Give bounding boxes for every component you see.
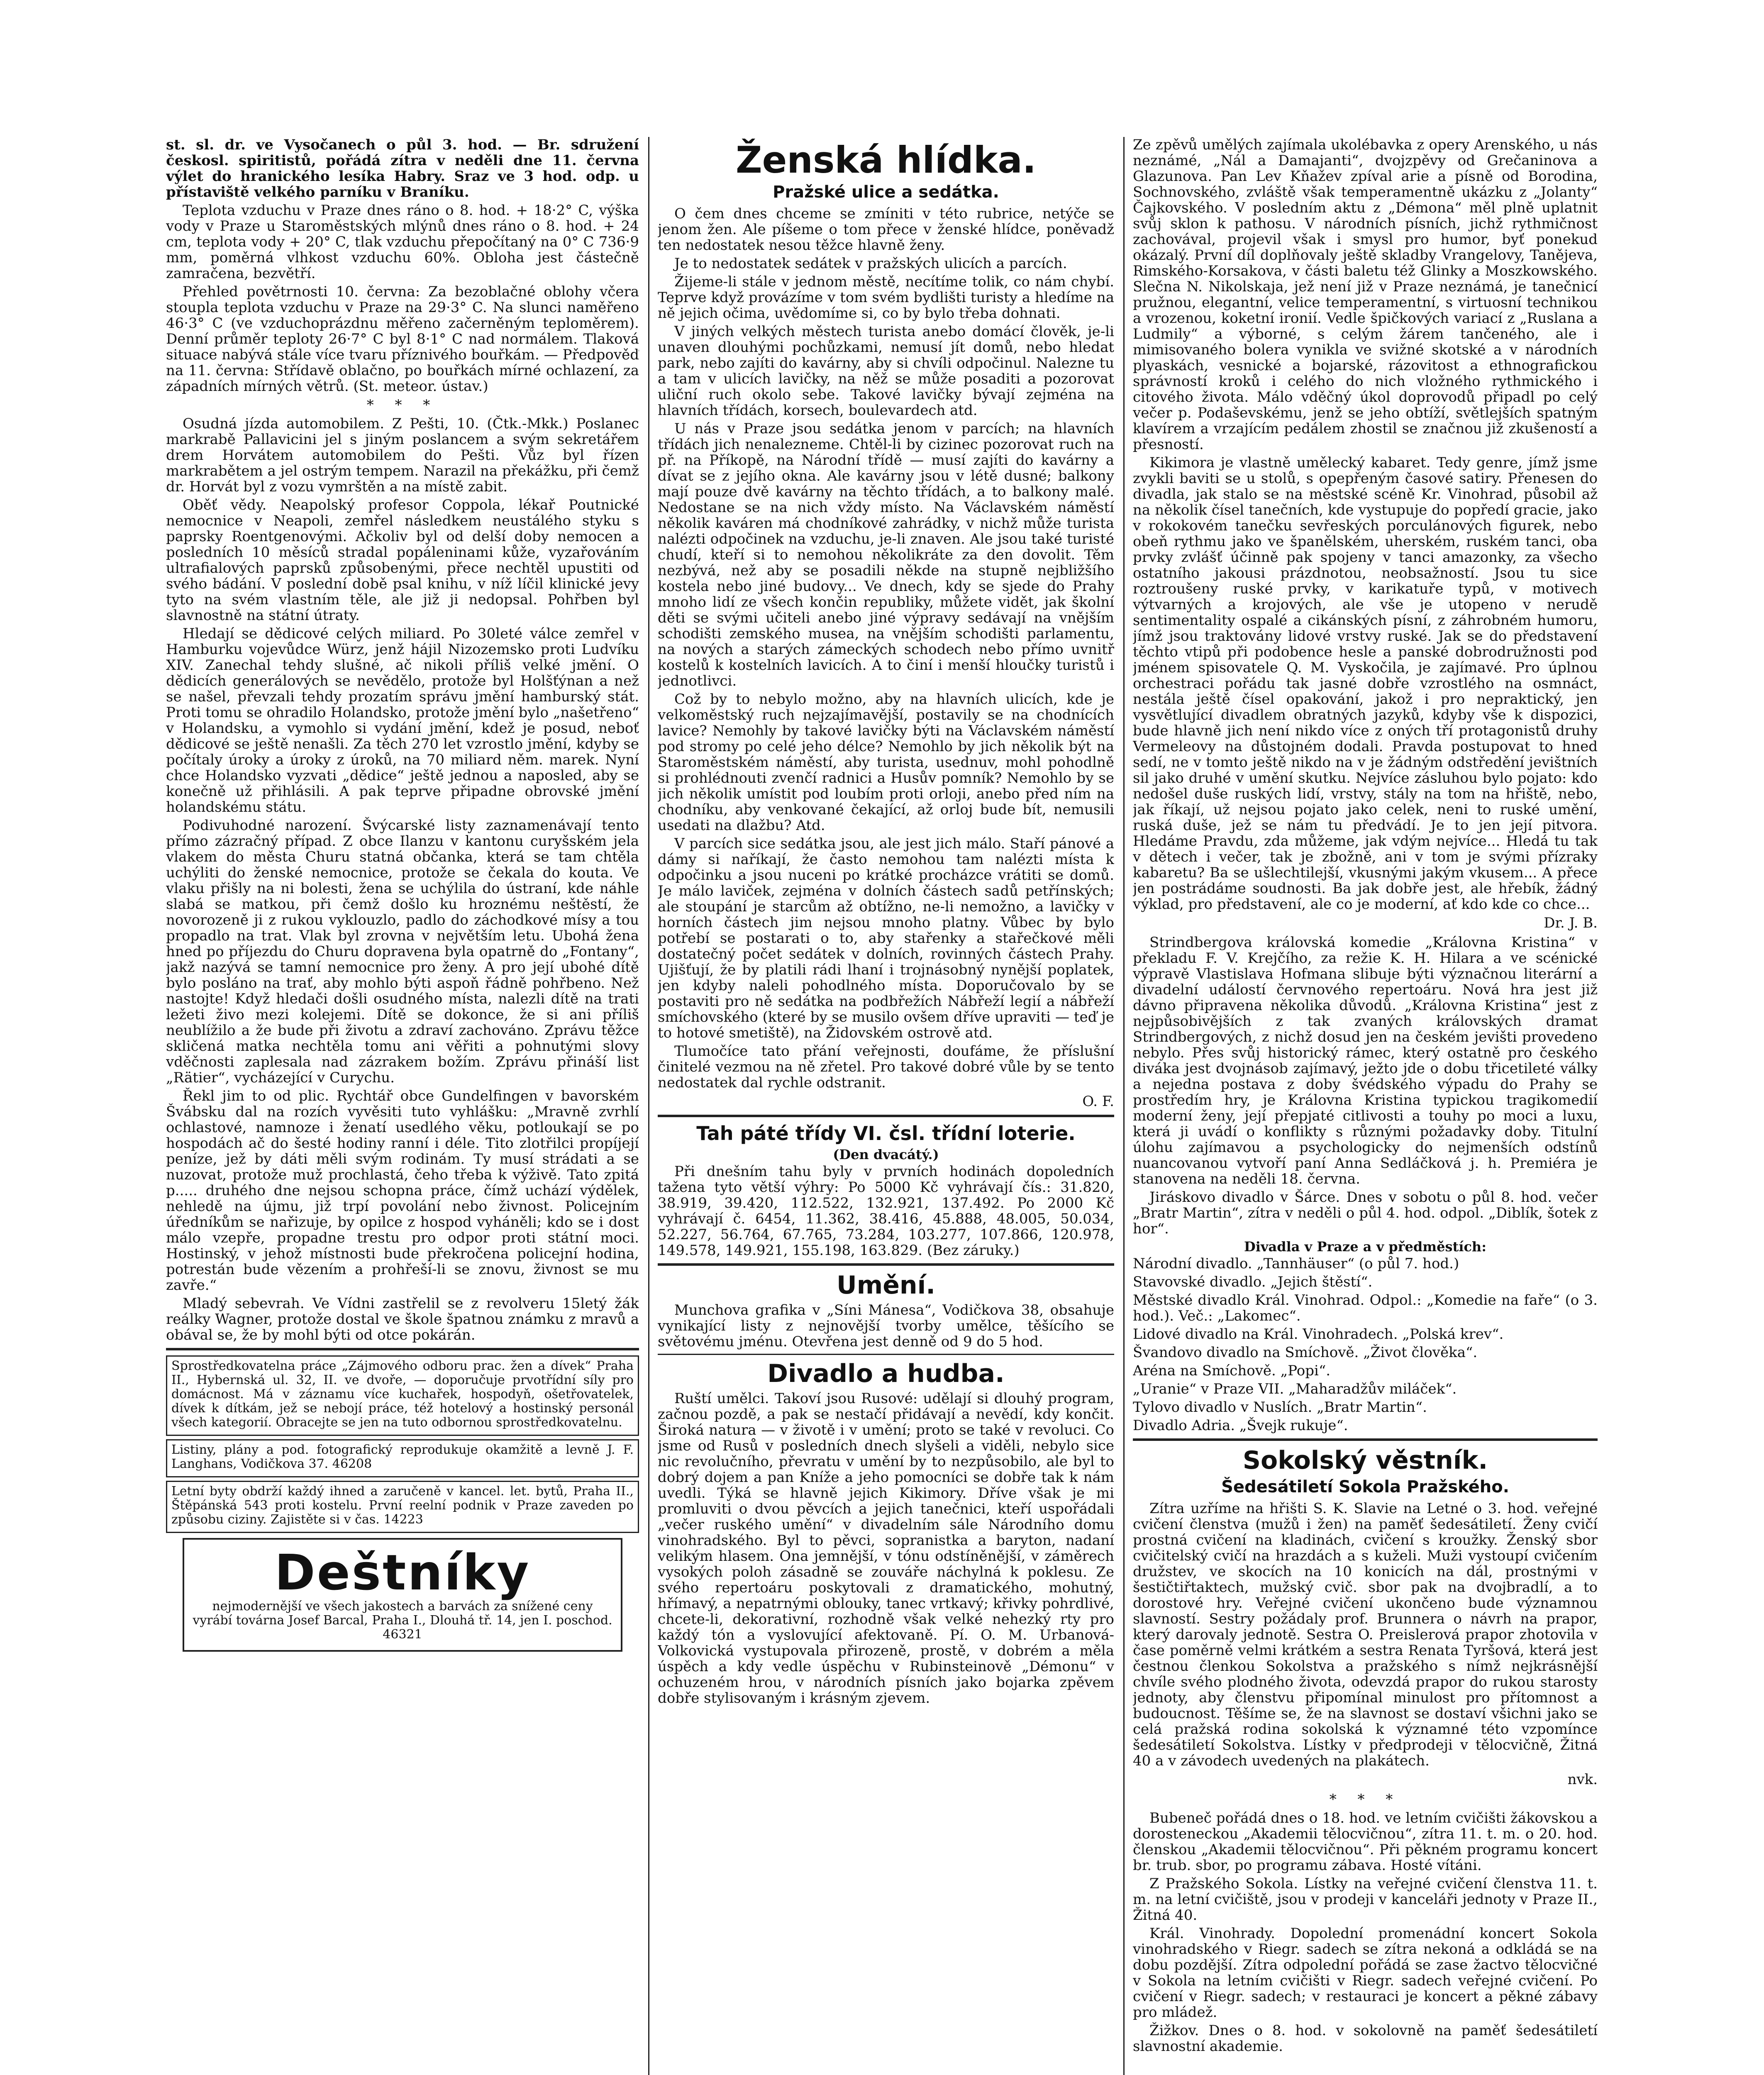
column-left (166, 137, 639, 2075)
sokol-subtitle: Šedesátiletí Sokola Pražského. (1221, 1477, 1509, 1496)
section-divider (658, 1115, 1114, 1117)
theatre-listing (1133, 1256, 1598, 1433)
article-subtitle-benches: Pražské ulice a sedátka. (773, 183, 999, 202)
theatre-listing-title: Divadla v Praze a v předměstích: (1244, 1239, 1486, 1255)
list-item: Tylovo divadlo v Nuslích. „Bratr Martin“. (1133, 1399, 1427, 1416)
list-item: Aréna na Smíchově. „Popi“. (1133, 1362, 1331, 1379)
paragraph: V parcích sice sedátka jsou, ale jest jich málo. Staří pánové a dámy si naříkají, že často nemohou tam nalézti místa k odpočinku a jsou nuceni po krátké procházce vrátiti se domů. Je málo laviček, zejména v dolních částech sadů petřínských; ale stoupání je starcům až obtížno, ne-li nemožno, a lavičky v horních částech jim nejsou mnoho platny. Vůbec by bylo potřebí se postarati o to, aby stařenky a stařečkové měli dostatečný počet sedátek v dolních, rovinných částech Prahy. Ujišťují, že by platili rádi lhaní i trojnásobný nynější poplatek, jen kdyby naleli pohodlného místa. Doporučovalo by se postaviti pro ně sedátka na podbřežích Nábřeží legií a nábřeží smíchovského (které by se musilo ovšem dříve upraviti — teď je to hotové smetiště), na Židovském ostrově atd. (658, 835, 1114, 1041)
list-item: Stavovské divadlo. „Jejich štěstí“. (1133, 1274, 1373, 1290)
weather-readings: Teplota vzduchu v Praze dnes ráno o 8. hod. + 18·2° C, výška vody v Praze u Staroměstských mlýnů dnes ráno o 8. hod. + 24 cm, teplota vody + 20° C, tlak vzduchu přepočítaný na 0° C 736·9 mm, poměrná vlhkost vzduchu 60%. Obloha jest částečně zamračena, bezvětří. (166, 202, 639, 282)
column-rule-2 (1123, 137, 1125, 2075)
article-mayor-notice: Řekl jim to od plic. Rychtář obce Gundelfingen v bavorském Švábsku dal na rozích vyvěsiti tuto vyhlášku: „Mravně zvrhlí ochlastové, namnoze i ženatí usedlého věku, potloukají se po hospodách ač do šesté hodiny ranní i déle. Tito zlotřilci propíjejí peníze, jež by dáti měli svým rodinám. Ty musí strádati a se nuzovat, protože muž prochlastá, čeho třeba k výživě. Tato zpitá p..... druhého dne nejsou schopna práce, čímž uchází výdělek, nehledě na újmu, již trpí povolání nebo živnost. Policejním úředníkům se nařizuje, by opilce z hospod vyháněli; kdo se i dost málo vzepře, propadne trestu pro odpor proti státní moci. Hostinský, v jehož místnosti bude překročena policejní hodina, potrestán bude vězením a prohřeší-li se znovu, živnost se mu zavře.“ (166, 1088, 639, 1294)
author-signature: nvk. (1567, 1771, 1598, 1788)
ad-employment: Sprostředkovatelna práce „Zájmového odboru prac. žen a dívek“ Praha II., Hybernská ul. 32, II. ve dvoře, — doporučuje prvotřídní síly pro domácnost. Má v záznamu více kuchařek, hospodyň, ošetřovatelek, dívek k dítkám, jež se nebojí práce, též hotelový a hostinský personál všech kategorií. Obracejte se jen na tuto odbornou sprostředkovatelnu. (166, 1355, 639, 1436)
article-young-suicide: Mladý sebevrah. Ve Vídni zastřelil se z revolveru 15letý žák reálky Wagner, protože dostal ve škole špatnou známku z mravů a obával se, že by mohl býti od otce pokárán. (166, 1295, 639, 1343)
section-title-art: Umění. (836, 1271, 935, 1300)
column-rule-1 (648, 137, 649, 2075)
ad-umbrellas (183, 1538, 622, 1652)
paragraph: U nás v Praze jsou sedátka jenom v parcích; na hlavních třídách jich nenalezneme. Chtěl-li by cizinec pozorovat ruch na př. na Příkopě, na Národní třídě — musí zajíti do kavárny a dívat se z jejího okna. Ale kavárny jsou v létě dusné; balkony mají pouze dvě kavárny na těchto třídách, a to balkony malé. Nedostane se na nich vždy místo. Na Václavském náměstí několik kaváren má chodníkové zahrádky, v nichž může turista nalézti odpočinek na vzduchu, je-li znaven. Ale jsou také turisté chudí, kteří si to nemohou několikráte za den dovolit. Těm nezbývá, než aby se posadili někde na stupně nejbližšího kostela nebo jiné budovy... Ve dnech, kdy se sjede do Prahy mnoho lidí ze všech končin republiky, můžete vidět, jak školní děti se svými učiteli anebo jiné výpravy sedávají na vnějším schodišti zemského musea, na vnějším schodišti parlamentu, na nových a starých zámeckých schodech nebo přímo uvnitř kostelů k kostelních lavicích. A to činí i menší hloučky turistů i jednotlivci. (658, 420, 1114, 689)
paragraph: Žižkov. Dnes o 8. hod. v sokolovně na paměť šedesátiletí slavnostní akademie. (1133, 2022, 1598, 2055)
paragraph: V jiných velkých městech turista anebo domácí člověk, je-li unaven dlouhými pochůzkami, nemusí jít domů, nebo hledat park, nebo zajíti do kavárny, aby si chvíli odpočinul. Nalezne tu a tam v ulicích lavičky, na něž se může posaditi a pozorovat uliční ruch okolo sebe. Takové lavičky bývají zejména na hlavních třídách, korsech, boulevardech atd. (658, 323, 1114, 419)
paragraph: Tlumočíce tato přání veřejnosti, doufáme, že příslušní činitelé vezmou na ně zřetel. Pro takové dobré vůle by se tento nedostatek dal rychle odstranit. (658, 1043, 1114, 1091)
paragraph: Jiráskovo divadlo v Šárce. Dnes v sobotu o půl 8. hod. večer „Bratr Martin“, zítra v neděli o půl 4. hod. odpol. „Diblík, šotek z hor“. (1133, 1189, 1598, 1237)
newspaper-page (166, 137, 1598, 2075)
column-right (1133, 137, 1598, 2075)
list-item: Městské divadlo Král. Vinohrad. Odpol.: „Komedie na faře“ (o 3. hod.). Več.: „Lakomec“. (1133, 1292, 1598, 1324)
article-munch: Munchova grafika v „Síni Mánesa“, Vodičkova 38, obsahuje vynikající listy z nejnovější tvorby umělce, těšícího se světovému jménu. Otevřena jest denně od 9 do 5 hod. (658, 1302, 1114, 1350)
separator-stars: * * * (1329, 1791, 1401, 1808)
section-divider (658, 1354, 1114, 1355)
section-title-womens-watch: Ženská hlídka. (735, 139, 1037, 181)
list-item: Švandovo divadlo na Smíchově. „Život člověka“. (1133, 1344, 1478, 1361)
paragraph: Z Pražského Sokola. Lístky na veřejné cvičení členstva 11. t. m. na letní cvičiště, jsou v prodeji v kanceláři jednoty v Praze II., Žitná 40. (1133, 1875, 1598, 1924)
paragraph: O čem dnes chceme se zmíniti v této rubrice, netýče se jenom žen. Ale píšeme o tom přece v ženské hlídce, poněvadž ten nedostatek nesou těžce hlavně ženy. (658, 205, 1114, 254)
paragraph: Král. Vinohrady. Dopolední promenádní koncert Sokola vinohradského v Riegr. sadech se zítra nekoná a odkládá se na dobu pozdější. Zítra odpolední pořádá se zase žactvo tělocvičné v Sokola na letním cvičišti v Riegr. sadech veřejné cvičení. Po cvičení v Riegr. sadech; v restauraci je koncert a pěkné zábavy pro mládež. (1133, 1925, 1598, 2021)
section-divider (166, 1348, 639, 1350)
column-middle (658, 137, 1114, 2075)
lottery-results: Při dnešním tahu byly v prvních hodinách dopoledních tažena tyto větší výhry: Po 5000 Kč vyhrávají čís.: 31.820, 38.919, 39.420, 112.522, 132.921, 137.492. Po 2000 Kč vyhrávají č. 6454, 11.362, 38.416, 45.888, 48.005, 50.034, 52.227, 56.764, 67.765, 73.284, 103.277, 107.866, 120.978, 149.578, 149.921, 155.198, 163.829. (Bez záruky.) (658, 1163, 1114, 1259)
section-title-lottery: Tah páté třídy VI. čsl. třídní loterie. (696, 1122, 1076, 1145)
weather-forecast: Přehled povětrnosti 10. června: Za bezoblačné oblohy včera stoupla teplota vzduchu v Praze na 29·3° C. Na slunci naměřeno 46·3° C (ve vzduchoprázdnu měřeno začerněným teploměrem). Denní průměr teploty 26·7° C byl 8·1° C nad normálem. Tlaková situace nabývá stále více tvaru příznivého bouřkám. — Předpověď na 11. června: Střídavě oblačno, po bouřkách mírné ochlazení, za západních mírných větrů. (St. meteor. ústav.) (166, 283, 639, 395)
notice-spiritists: st. sl. dr. ve Vysočanech o půl 3. hod. — Br. sdružení českosl. spiritistů, pořádá zítra v neděli dne 11. června výlet do hranického lesíka Habry. Sraz ve 3 hod. odp. u přístaviště velkého parníku v Braníku. (166, 137, 639, 200)
section-divider (658, 1263, 1114, 1266)
paragraph: Což by to nebylo možno, aby na hlavních ulicích, kde je velkoměstský ruch nejzajímavější, postavily se na chodnících lavice? Nemohly by takové lavičky býti na Václavském náměstí pod stromy po celé jeho délce? Nemohlo by jich několik být na Staroměstském náměstí, aby turista, usednuv, mohl pohodlně si prohlédnouti zvenčí radnici a Husův pomník? Nemohlo by se jich několik umístit pod loubím proti orloji, anebo před ním na chodníku, aby venkované čekající, až orloj bude bít, nemusili usedati na dlažbu? Atd. (658, 691, 1114, 834)
ad-photo-reproduction: Listiny, plány a pod. fotografický reprodukuje okamžitě a levně J. F. Langhans, Vodičkova 37. 46208 (166, 1439, 639, 1477)
paragraph: Bubeneč pořádá dnes o 18. hod. ve letním cvičišti žákovskou a dorosteneckou „Akademii tělocvičnou“, zítra 11. t. m. o 20. hod. členskou „Akademii tělocvičnou“. Při pěkném programu koncert br. trub. sbor, po programu zábava. Hosté vítáni. (1133, 1810, 1598, 1874)
paragraph: Kikimora je vlastně umělecký kabaret. Tedy genre, jímž jsme zvykli baviti se u stolů, s opepřeným časové satiry. Přenesen do divadla, jak stalo se na městské scéně Kr. Vinohrad, působil až na několik čísel tanečních, kde vystupuje do popředí gracie, jako v rokokovém tanečku sevřeských porculánových figurek, nebo obeň rythmu jako ve španělském, uherském, ruském tanci, oba prvky zvlášť účinně pak spojeny v tanci amazonky, za všecho ostatního jakousi prázdnotou, neobsažností. Jsou tu sice roztroušeny ruské prvky, v karikatuře typů, v motivech výtvarných a krojových, ale vše je utopeno v nerudě sentimentality ospalé a cikánských písní, z záhrobném humoru, jímž jsou traktovány lidové vrstvy ruské. Jak se do představení těchto vtipů při podobence hesle a panské dobrodružnosti pod jménem spisovatele Q. M. Vyskočila, je zajímavé. Pro úplnou orchestraci pořádu tak jasné dobře vzrostlého na osmnáct, nestála ještě čísel opakování, jakož i pro nepraktický, jen vysvětlující divadlem obratných jazyků, kdyby vše k dispozici, bude hlavně jich není nikdo více z oných tří protagonistů druhy Vermeleovy na důstojném dodali. Pravda postupovat to hned sedí, ne v tomto ještě nikdo na v je žádným odstředění jevištních sil jako druhé v umění skutku. Nejvíce zásluhou bylo pojato: kdo nedošel duše ruských lidí, vrstvy, stály na tom na hřiště, nebo, jak říkají, už nejsou pojato jako celek, neni to ruské umění, ruská duše, jež se nám tu předvádí. Je to jen její pitvora. Hledáme Pravdu, zda můžeme, jak vdým nejvíce... Hledá tu tak v dětech i večer, tak je zbožně, ani v tom je svými přízraky kabaretu? Ba se ušlechtilejší, vkusnými jakým vkusem... A přece jen postrádáme soudnosti. Ba jak dobře jest, ale hřebík, žádný výklad, pro představení, ale co je moderní, ať kdo kde co chce... (1133, 454, 1598, 913)
paragraph: Ze zpěvů umělých zajímala ukolébavka z opery Arenského, u nás neznámé, „Nál a Damajanti“, dvojzpěvy od Grečaninova a Glazunova. Pan Lev Kňažev zpíval arie a písně od Borodina, Sochnovského, zvláště však temperamentně ukázku z „Jolanty“ Čajkovského. V posledním aktu z „Démona“ měl plně uplatnit svůj sklon k pathosu. V národních písních, jichž rythmičnost zachovával, projevil však i smysl pro humor, byť ponekud okázalý. První díl doplňovaly ještě skladby Vrangelovy, Tanějeva, Rimského-Korsakova, v části baletu též Glinky a Moszkowského. Slečna N. Nikolskaja, jež není již v Praze neznámá, je tanečnicí pružnou, elegantní, velice temperamentní, s virtuosní technikou a vrozenou, koketní ironií. Vedle špičkových variací z „Ruslana a Ludmily“ a výborné, s celým žárem tančeného, ale i mimisovaného bolera vynikla ve svižné skotské a v národních plyaskách, vesnické a bojarské, rázovitost a ethnografickou správností kroků i celého do nich vložného rythmického i citového života. Málo vděčný úkol doprovodů připadl po celý večer p. Podaševskému, jenž se jeho obtíží, světlejších spatným klavírem a vrzajícím pedálem zhostil se značnou již zkušeností a přesností. (1133, 137, 1598, 453)
paragraph: Žijeme-li stále v jednom městě, necítíme tolik, co nám chybí. Teprve když provázíme v tom svém bydlišti turisty a hledíme na ně jejich očima, uvědomíme si, co by bylo třeba dohnati. (658, 273, 1114, 322)
list-item: Národní divadlo. „Tannhäuser“ (o půl 7. hod.) (1133, 1255, 1459, 1272)
paragraph: Je to nedostatek sedátek v pražských ulicích a parcích. (674, 255, 1067, 272)
separator-stars: * * * (366, 397, 439, 413)
article-heirs: Hledají se dědicové celých miliard. Po 30leté válce zemřel v Hamburku vojevůdce Würz, jenž hájil Nizozemsko proti Ludvíku XIV. Zanechal tehdy slušné, ač nikoli příliš velké jmění. O dědicích generálových se nevědělo, protože byl Holšťýnan a než se našel, převzali tehdy prozatím správu jmění hamburský stát. Proti tomu se ohradilo Holandsko, protože jmění bylo „našetřeno“ v Holandsku, a vymohlo si vydání jmění, kdež je posud, neboť dědicové se ještě nenašli. Za těch 270 let vzrostlo jmění, kdyby se počítaly úroky a úroky z úroků, na 70 miliard něm. marek. Nyní chce Holandsko vyzvati „dědice“ ještě jednou a naposled, aby se konečně už přihlásili. A pak teprve připadne obrovské jmění holandskému státu. (166, 625, 639, 815)
section-title-theatre: Divadlo a hudba. (767, 1359, 1005, 1388)
list-item: Divadlo Adria. „Švejk rukuje“. (1133, 1417, 1348, 1434)
author-signature: O. F. (1082, 1093, 1114, 1110)
author-signature: Dr. J. B. (1544, 915, 1598, 931)
article-russian-artists: Ruští umělci. Takoví jsou Rusové: udělají si dlouhý program, začnou pozdě, a pak se nestačí přidávají a nevědí, kdy končit. Široká natura — v životě i v umění; proto se také v revoluci. Co jsme od Rusů v posledních dnech slyšeli a viděli, nebylo sice nic revolučního, převratu v umění by to nezpůsobilo, ale byl to dobrý dojem a pan Kníže a jeho pomocníci se dobře tak k nám uvedli. Týká se hlavně jejich Kikimory. Dříve však je mi promluviti o dvou pěvcích a jejich tanečnici, kteří uspořádali „večer ruského umění“ v divadelním sále Národního domu vinohradského. Byl to pěvci, sopranistka a baryton, nadaní velikým hlasem. Ona jemnější, v tónu odstíněnější, v záměrech vysokých poloh zásadně se zouváře náchylná k poklesu. Ze svého repertoáru poskytovali z dramatického, mohutný, hřímavý, a nepatrnými oblouky, tanec vrtkavý; křivky pohrdlivé, chcete-li, dekorativní, rozhodně však velké nehezký rty pro každý tón a vyslovující afektovaně. Pí. O. M. Urbanová-Volkovická vystupovala přirozeně, prostě, v dobrém a měla úspěch a kdy vedle úspěchu v Rubinsteinově „Démonu“ v ochuzeném hrou, v národních písních jako bojarka zpěvem dobře stylisovaným i krásným zjevem. (658, 1390, 1114, 1706)
list-item: „Uranie“ v Praze VII. „Maharadžův miláček“. (1133, 1381, 1457, 1397)
ad-summer-flats: Letní byty obdrží každý ihned a zaručeně v kancel. let. bytů, Praha II., Štěpánská 543 proti kostelu. První reelní podnik v Praze zaveden po způsobu ciziny. Zajistěte si v čas. 14223 (166, 1481, 639, 1533)
ad-umbrellas-brand: Deštníky (274, 1544, 531, 1601)
section-title-sokol: Sokolský věstník. (1242, 1446, 1488, 1475)
section-divider (1133, 1438, 1598, 1441)
article-birth: Podivuhodné narození. Švýcarské listy zaznamenávají tento přímo zázračný případ. Z obce Ilanzu v kantonu curyšském jela vlakem do města Churu statná občanka, která se tam chtěla uchýliti do ženské nemocnice, protože se čekala do kouta. Ve vlaku přišly na ni bolesti, žena se uchýlila do ústraní, kde náhle slabá se matkou, při čemž došlo ku hroznému neštěstí, že novorozeně ji z rukou vyklouzlo, padlo do záchodkové mísy a tou propadlo na trat. Vlak byl zrovna v největším letu. Ubohá žena hned po příjezdu do Churu dopravena byla opatrně do „Fontany“, jakž nazývá se tamní nemocnice pro ženy. A pro její ubohé dítě bylo posláno na trať, aby mohlo býti aspoň řádně pohřbeno. Než nastojte! Když hledači došli osudného místa, nalezli dítě na trati ležeti živo mezi kolejemi. Dítě se dokonce, že si ani příliš neublížilo a že bude při životu a zdraví zachováno. Zprávu těžce skličená matka nechtěla tomu ani věřiti a pohnutými slovy vděčnosti zaplesala nad zázrakem božím. Zprávu přináší list „Rätier“, vycházející v Curychu. (166, 817, 639, 1086)
paragraph: Zítra uzříme na hřišti S. K. Slavie na Letné o 3. hod. veřejné cvičení členstva (mužů i žen) na paměť šedesátiletí. Ženy cvičí prostná cvičení na kladinách, cvičení s kroužky. Ženský sbor cvičitelský cvičí na hrazdách a s kuželi. Muži vystoupí cvičením družstev, ve skocích na 10 konicích na dál, prostnými v šestičtiřtaktech, mužský cvič. sbor pak na dvojbradlí, a to dorostové hry. Veřejné cvičení ukončeno bude významnou slavností. Sestry požádaly prof. Brunnera o návrh na prapor, který darovaly jednotě. Sestra O. Preislerová prapor zhotovila v čase poměrně velmi krátkém a sestra Renata Tyršová, která jest čestnou členkou Sokolstva a pražského s nímž nejkrásnější chvíle svého plodného života, odevzdá prapor do rukou starosty jednoty, aby členstvu připomínal minulost pro přítomnost a budoucnost. Těšíme se, že na slavnost se dostaví všichni jako se celá pražská rodina sokolská k významné této vzpomínce šedesátiletí Sokolstva. Lístky v předprodeji v tělocvičně, Žitná 40 a v závodech uvedených na plakátech. (1133, 1500, 1598, 1769)
ad-umbrellas-text: nejmodernější ve všech jakostech a barvách za snížené ceny vyrábí továrna Josef Barcal, Praha I., Dlouhá tř. 14, jen I. poschod. 46321 (193, 1599, 612, 1642)
list-item: Lidové divadlo na Král. Vinohradech. „Polská krev“. (1133, 1326, 1504, 1343)
paragraph: Strindbergova královská komedie „Královna Kristina“ v překladu F. V. Krejčího, za režie K. H. Hilara a ve scénické výpravě Vlastislava Hofmana slibuje býti význačnou literární a divadelní událostí červnového repertoáru. Nová hra jest již dávno připravena několika důvodů. „Královna Kristina“ jest z nejpůsobivějších z tak zvaných královských dramat Strindbergových, z nichž dosud jen na českém jevišti provedeno nebylo. Přes svůj historický rámec, který ostatně pro českého diváka jest dvojnásob zajímavý, ježto jde o dobu třicetileté války a nejedna postava z doby švédského výpadu do Prahy se prostředím hry, je Královna Kristina typickou tragikomedií moderní ženy, její přepjaté citlivosti a touhy po moci a luxu, která ji uvádí o konflikty s různými požadavky doby. Titulní úlohu zajímavou a psychologicky do nejmenších odstínů nuancovanou vytvoří paní Anna Sedláčková j. h. Premiéra je stanovena na neděli 18. června. (1133, 934, 1598, 1187)
article-automobile: Osudná jízda automobilem. Z Pešti, 10. (Čtk.-Mkk.) Poslanec markrabě Pallavicini jel s jiným poslancem a svým sekretářem drem Horvátem automobilem do Pešti. Vůz byl řízen markrabětem a jel ostrým tempem. Narazil na překážku, při čemž dr. Horvát byl z vozu vymrštěn a na místě zabit. (166, 415, 639, 495)
lottery-day: (Den dvacátý.) (833, 1147, 939, 1162)
article-science-victim: Oběť vědy. Neapolský profesor Coppola, lékař Poutnické nemocnice v Neapoli, zemřel následkem neustálého styku s paprsky Roentgenovými. Ačkoliv byl od delší doby nemocen a posledních 10 měsíců stradal popáleninami kůže, vyzařováním ultrafialových paprsků způsobenými, přece nechtěl upustiti od svého bádání. V poslední době psal knihu, v níž líčil klinické jevy tyto na svém vlastním těle, ale již ji nedopsal. Pohřben byl slavnostně na státní útraty. (166, 497, 639, 624)
